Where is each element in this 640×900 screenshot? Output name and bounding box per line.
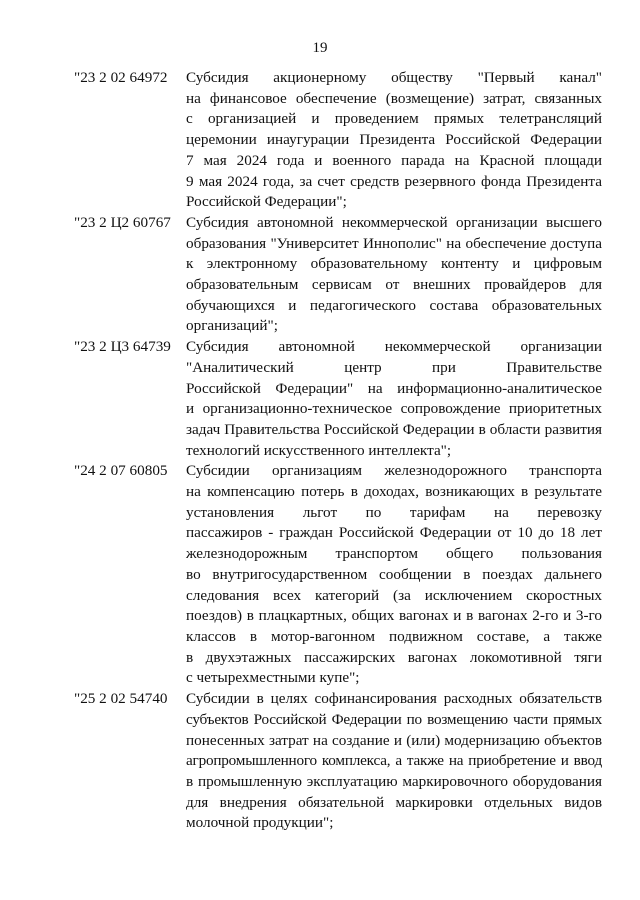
- description-line: 9 мая 2024 года, за счет средств резервного фонда Президента: [186, 172, 602, 190]
- description-line: на компенсацию потерь в доходах, возникающих в результате: [186, 483, 602, 501]
- budget-entry: [74, 461, 602, 689]
- description-line: Субсидия автономной некоммерческой организации: [186, 338, 602, 356]
- description-line: молочной продукции";: [186, 814, 334, 832]
- description-line: поездов) в плацкартных, общих вагонах и в вагонах 2-го и 3-го: [186, 607, 602, 625]
- budget-description: [186, 68, 602, 213]
- description-line: следования всех категорий (за исключением скоростных: [186, 586, 602, 604]
- description-line: Субсидии организациям железнодорожного транспорта: [186, 462, 602, 480]
- description-line: церемонии инаугурации Президента Российской Федерации: [186, 131, 602, 149]
- page-number: 19: [312, 40, 328, 56]
- description-line: для внедрения обязательной маркировки отдельных видов: [186, 793, 602, 811]
- description-line: и организационно-техническое сопровождение приоритетных: [186, 400, 602, 418]
- description-line: субъектов Российской Федерации по возмещению части прямых: [186, 710, 602, 728]
- description-line: 7 мая 2024 года и военного парада на Красной площади: [186, 151, 602, 169]
- description-line: в двухэтажных пассажирских вагонах локомотивной тяги: [186, 648, 602, 666]
- description-line: образования "Университет Иннополис" на обеспечение доступа: [186, 234, 602, 252]
- description-line: в промышленную эксплуатацию маркировочного оборудования: [186, 772, 602, 790]
- description-line: задач Правительства Российской Федерации в области развития: [186, 420, 602, 438]
- budget-code: "25 2 02 54740: [74, 690, 168, 708]
- description-line: образовательным сервисам от внешних провайдеров для: [186, 276, 602, 294]
- description-line: пассажиров - граждан Российской Федерации от 10 до 18 лет: [186, 524, 602, 542]
- description-line: к электронному образовательному контенту и цифровым: [186, 255, 602, 273]
- description-line: технологий искусственного интеллекта";: [186, 441, 452, 459]
- description-line: железнодорожным транспортом общего пользования: [186, 545, 602, 563]
- description-line: установления льгот по тарифам на перевозку: [186, 503, 602, 521]
- budget-description: [186, 337, 602, 461]
- budget-entry: [74, 68, 602, 213]
- description-line: Российской Федерации" на информационно-аналитическое: [186, 379, 602, 397]
- description-line: агропромышленного комплекса, а также на приобретение и ввод: [186, 752, 602, 770]
- budget-entry: [74, 213, 602, 337]
- description-line: обучающихся и педагогического состава образовательных: [186, 296, 602, 314]
- description-line: классов в мотор-вагонном подвижном составе, а также: [186, 627, 602, 645]
- description-line: понесенных затрат на создание и (или) модернизацию объектов: [186, 731, 602, 749]
- budget-code: "24 2 07 60805: [74, 462, 168, 480]
- description-line: Субсидия автономной некоммерческой организации высшего: [186, 213, 602, 231]
- budget-entry: [74, 689, 602, 834]
- description-line: организаций";: [186, 317, 278, 335]
- description-line: с организацией и проведением прямых телетрансляций: [186, 110, 602, 128]
- description-line: с четырехместными купе";: [186, 669, 360, 687]
- budget-code: "23 2 Ц2 60767: [74, 213, 171, 231]
- budget-code: "23 2 02 64972: [74, 69, 168, 86]
- description-line: "Аналитический центр при Правительстве: [186, 358, 602, 376]
- description-line: Субсидии в целях софинансирования расходных обязательств: [186, 690, 602, 708]
- description-line: Субсидия акционерному обществу "Первый канал": [186, 69, 602, 86]
- description-line: Российской Федерации";: [186, 193, 347, 211]
- description-line: на финансовое обеспечение (возмещение) затрат, связанных: [186, 89, 602, 107]
- budget-code: "23 2 Ц3 64739: [74, 338, 171, 356]
- budget-entry: [74, 337, 602, 461]
- budget-description: [186, 461, 602, 689]
- description-line: во внутригосударственном сообщении в поездах дальнего: [186, 565, 602, 583]
- budget-code-list: [74, 68, 602, 834]
- budget-description: [186, 213, 602, 337]
- budget-description: [186, 689, 602, 834]
